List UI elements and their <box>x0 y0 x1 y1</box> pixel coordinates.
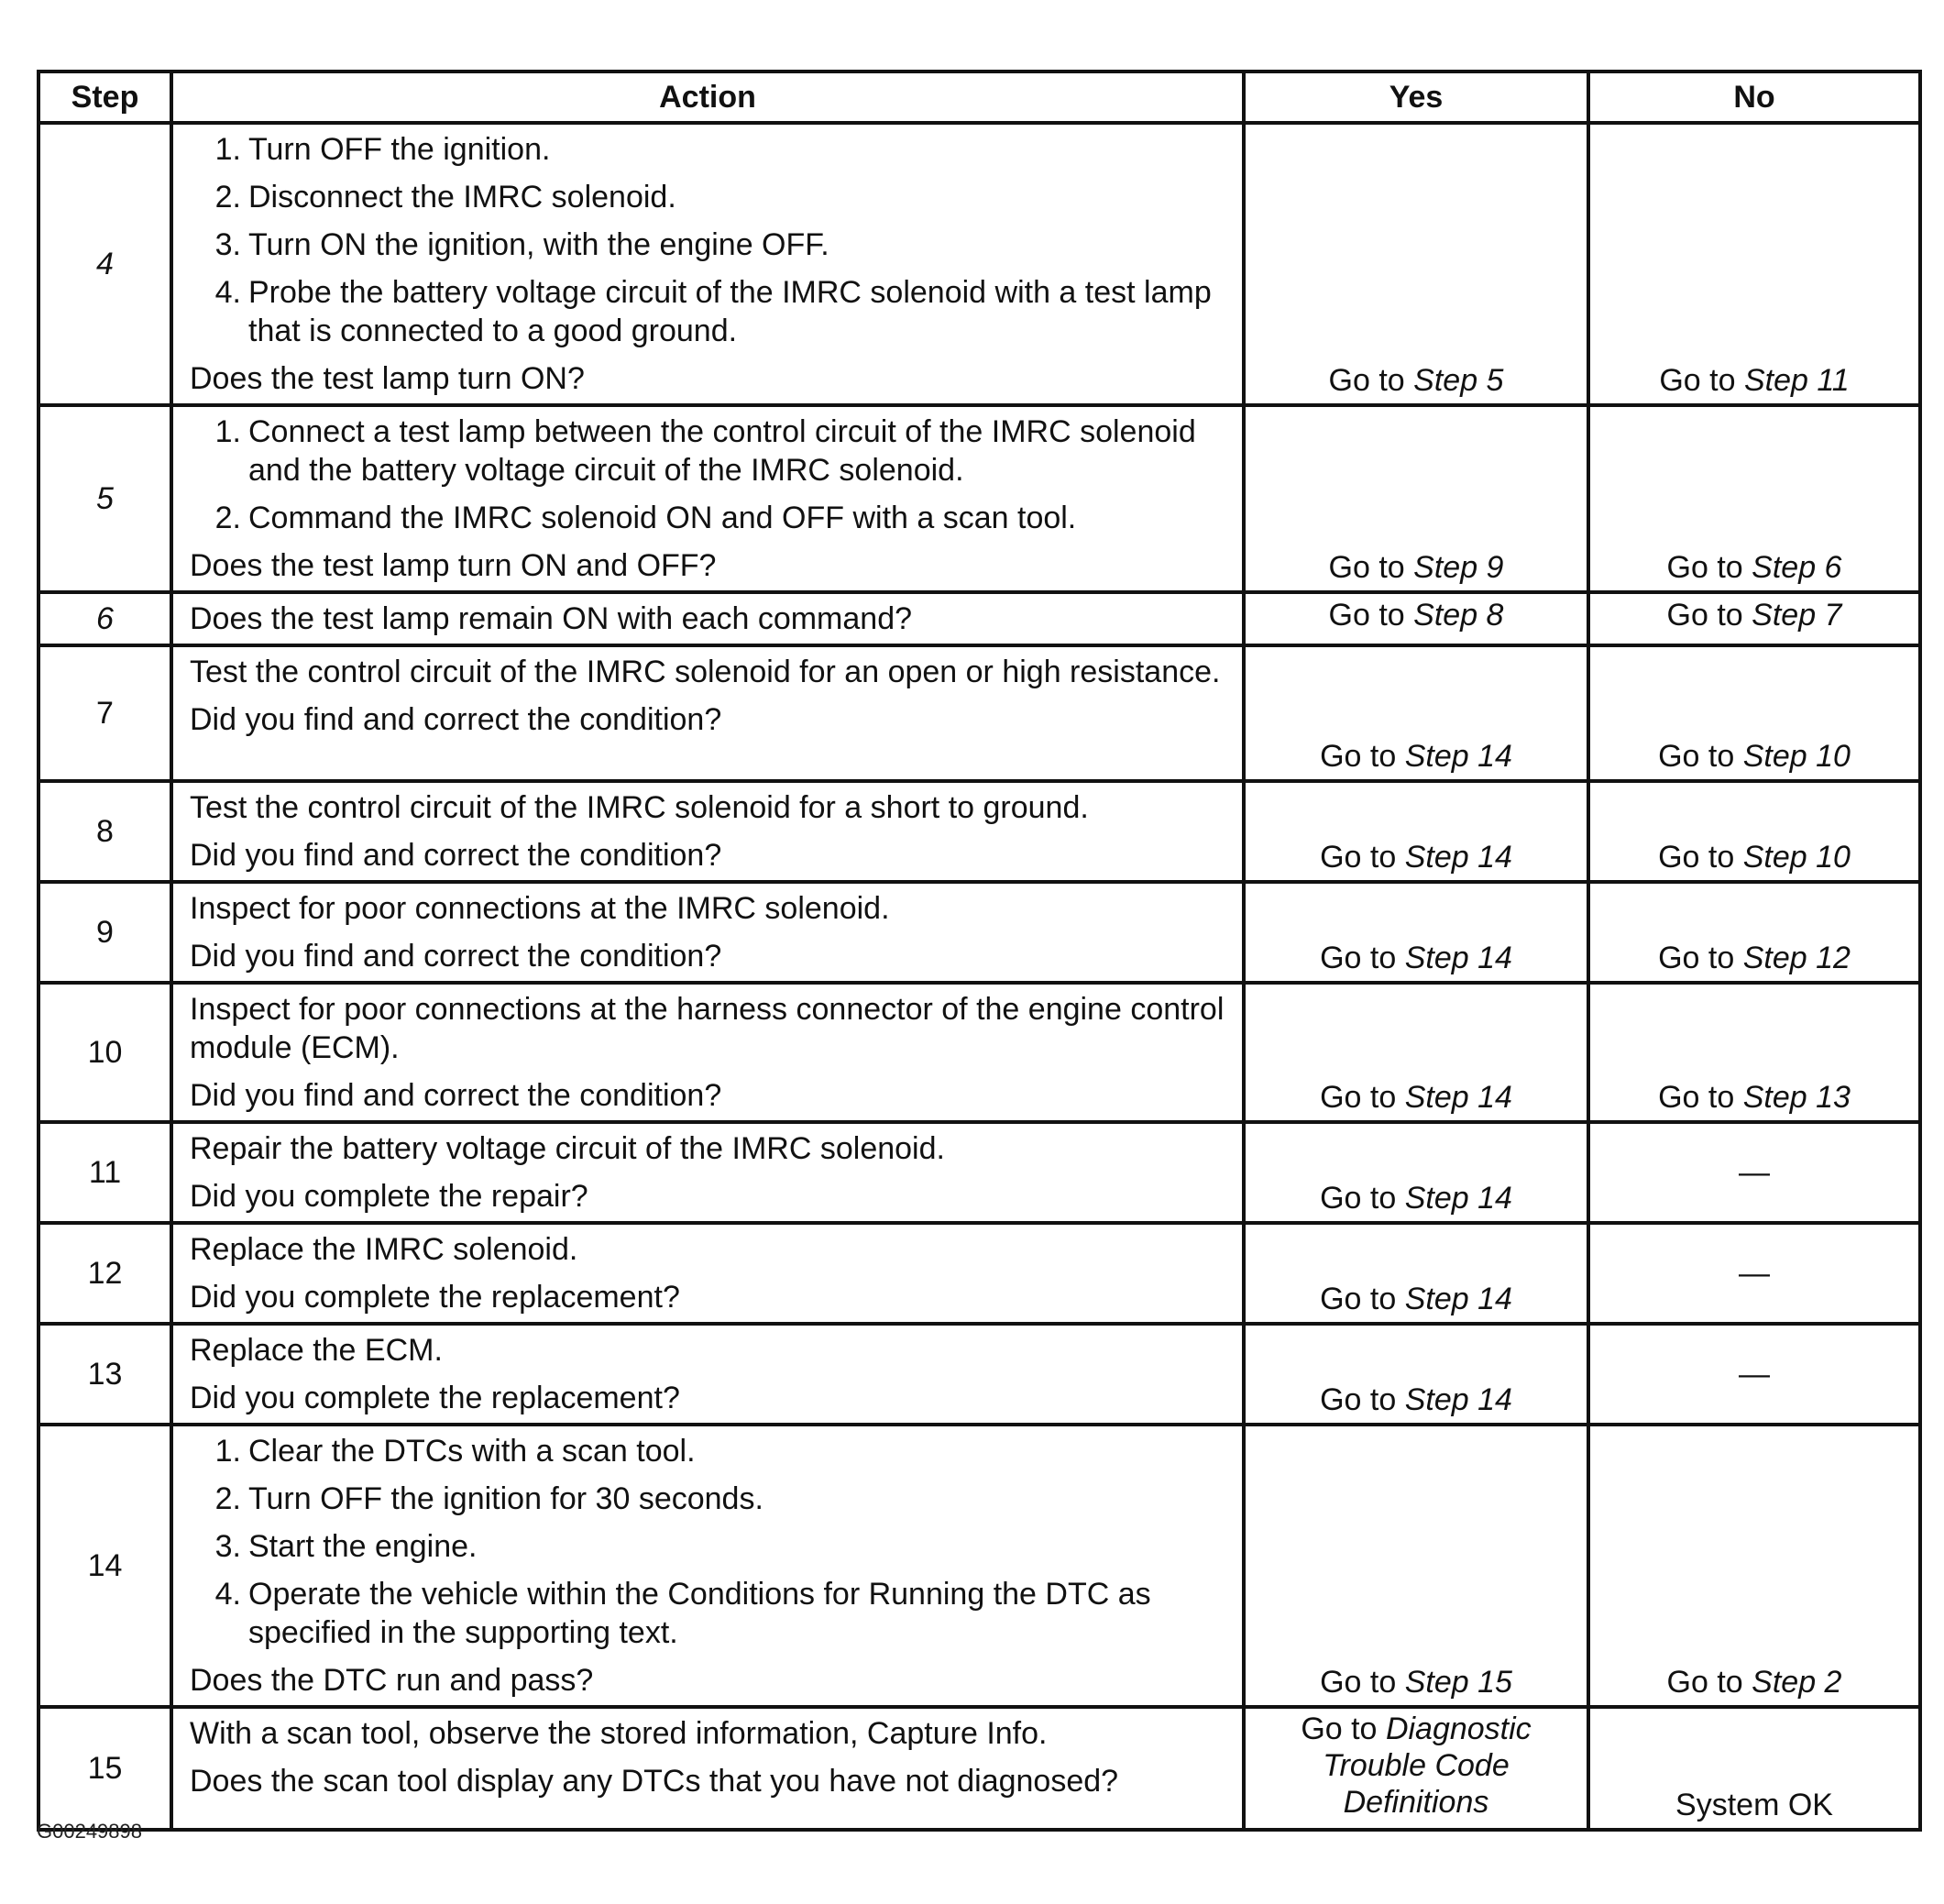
action-cell <box>171 405 1244 592</box>
no-outcome-text: — <box>1739 1256 1770 1291</box>
header-no: No <box>1588 72 1920 123</box>
table-row <box>38 645 1920 781</box>
table-header-row <box>38 72 1920 123</box>
link-line: Definitions <box>1343 1785 1489 1820</box>
action-cell <box>171 882 1244 983</box>
go-to-label: Go to <box>1666 550 1743 585</box>
figure-id: G00249898 <box>37 1820 142 1843</box>
instruction-item: Connect a test lamp between the control circuit of the IMRC solenoid and the battery voltage circuit of the IMRC solenoid. <box>248 414 1196 488</box>
action-cell <box>171 1324 1244 1425</box>
go-to-label: Go to <box>1658 739 1735 774</box>
no-cell <box>1588 405 1920 592</box>
yes-step-link[interactable]: Step 14 <box>1404 941 1512 975</box>
yes-step-link[interactable]: Step 15 <box>1404 1665 1512 1700</box>
yes-step-link[interactable]: Step 14 <box>1404 739 1512 774</box>
go-to-label: Go to <box>1658 1080 1735 1115</box>
link-line: Trouble Code <box>1323 1748 1510 1783</box>
action-cell <box>171 1707 1244 1830</box>
step-number: 7 <box>38 645 171 781</box>
no-step-link[interactable]: Step 7 <box>1752 598 1842 633</box>
question-text: Did you find and correct the condition? <box>190 939 722 974</box>
table-row <box>38 882 1920 983</box>
no-cell <box>1588 1707 1920 1830</box>
table-row <box>38 983 1920 1122</box>
go-to-label: Go to <box>1658 941 1735 975</box>
no-outcome-text: System OK <box>1675 1788 1833 1822</box>
table-row <box>38 1324 1920 1425</box>
question-text: Did you complete the replacement? <box>190 1381 680 1415</box>
no-step-link[interactable]: Step 10 <box>1742 739 1851 774</box>
no-cell <box>1588 1324 1920 1425</box>
go-to-label: Go to <box>1320 1282 1397 1316</box>
instruction-item: Disconnect the IMRC solenoid. <box>248 180 676 215</box>
action-cell <box>171 1223 1244 1324</box>
step-number: 13 <box>38 1324 171 1425</box>
step-number: 14 <box>38 1425 171 1707</box>
yes-cell <box>1244 1122 1588 1223</box>
yes-step-link[interactable]: Step 5 <box>1413 363 1504 398</box>
go-to-label: Go to <box>1328 363 1405 398</box>
yes-step-link[interactable]: Step 14 <box>1404 1080 1512 1115</box>
yes-cell <box>1244 781 1588 882</box>
no-step-link[interactable]: Step 12 <box>1742 941 1851 975</box>
no-outcome-text: — <box>1739 1155 1770 1190</box>
action-cell <box>171 1425 1244 1707</box>
question-text: Did you find and correct the condition? <box>190 1078 722 1113</box>
yes-cell <box>1244 592 1588 645</box>
link-line: Diagnostic <box>1385 1711 1532 1746</box>
instruction-item: Turn OFF the ignition for 30 seconds. <box>248 1481 763 1516</box>
go-to-label: Go to <box>1320 840 1397 875</box>
go-to-label: Go to <box>1658 840 1735 875</box>
yes-cell <box>1244 882 1588 983</box>
diagnostic-table <box>37 70 1922 1832</box>
no-cell <box>1588 645 1920 781</box>
instruction-item: Clear the DTCs with a scan tool. <box>248 1434 696 1469</box>
no-cell <box>1588 1122 1920 1223</box>
yes-step-link[interactable]: Step 8 <box>1413 598 1504 633</box>
question-text: Does the test lamp turn ON? <box>190 361 585 396</box>
instruction-item: Operate the vehicle within the Conditions for Running the DTC as specified in the supporting text. <box>248 1577 1151 1650</box>
step-number: 5 <box>38 405 171 592</box>
go-to-label: Go to <box>1320 1080 1397 1115</box>
yes-cell <box>1244 1707 1588 1830</box>
table-row <box>38 1223 1920 1324</box>
action-cell <box>171 123 1244 405</box>
no-step-link[interactable]: Step 10 <box>1742 840 1851 875</box>
action-text: Test the control circuit of the IMRC solenoid for an open or high resistance. <box>190 655 1221 689</box>
action-cell <box>171 983 1244 1122</box>
action-text: Inspect for poor connections at the IMRC solenoid. <box>190 891 890 926</box>
table-row <box>38 592 1920 645</box>
step-number: 12 <box>38 1223 171 1324</box>
no-outcome-text: — <box>1739 1357 1770 1392</box>
step-number: 15 <box>38 1707 171 1830</box>
action-text: Replace the ECM. <box>190 1333 443 1368</box>
yes-step-link[interactable]: Step 14 <box>1404 1181 1512 1216</box>
question-text: Does the DTC run and pass? <box>190 1663 594 1698</box>
question-text: Did you complete the repair? <box>190 1179 588 1214</box>
action-text: Test the control circuit of the IMRC solenoid for a short to ground. <box>190 790 1089 825</box>
table-row <box>38 1122 1920 1223</box>
instruction-list <box>190 130 1225 350</box>
no-step-link[interactable]: Step 2 <box>1752 1665 1842 1700</box>
question-text: Does the test lamp remain ON with each command? <box>190 601 913 636</box>
question-text: Does the scan tool display any DTCs that you have not diagnosed? <box>190 1764 1119 1799</box>
action-text: Inspect for poor connections at the harness connector of the engine control module (ECM). <box>190 992 1225 1065</box>
yes-cell <box>1244 983 1588 1122</box>
step-number: 6 <box>38 592 171 645</box>
table-row <box>38 123 1920 405</box>
yes-cell <box>1244 1425 1588 1707</box>
yes-cell <box>1244 1223 1588 1324</box>
question-text: Did you find and correct the condition? <box>190 838 722 873</box>
header-yes: Yes <box>1244 72 1588 123</box>
instruction-item: Start the engine. <box>248 1529 478 1564</box>
no-step-link[interactable]: Step 11 <box>1743 363 1850 398</box>
action-text: With a scan tool, observe the stored information, Capture Info. <box>190 1716 1048 1751</box>
header-action: Action <box>171 72 1244 123</box>
go-to-label: Go to <box>1328 598 1405 633</box>
action-cell <box>171 1122 1244 1223</box>
yes-cell <box>1244 645 1588 781</box>
yes-cell <box>1244 123 1588 405</box>
instruction-item: Probe the battery voltage circuit of the IMRC solenoid with a test lamp that is connected to a good ground. <box>248 275 1212 348</box>
table-row <box>38 781 1920 882</box>
yes-cell <box>1244 1324 1588 1425</box>
yes-step-link[interactable]: Step 14 <box>1404 1382 1512 1417</box>
no-cell <box>1588 1425 1920 1707</box>
step-number: 4 <box>38 123 171 405</box>
question-text: Does the test lamp turn ON and OFF? <box>190 548 717 583</box>
step-number: 11 <box>38 1122 171 1223</box>
table-row <box>38 1425 1920 1707</box>
instruction-item: Command the IMRC solenoid ON and OFF with a scan tool. <box>248 501 1077 535</box>
go-to-label: Go to <box>1320 1181 1397 1216</box>
instruction-item: Turn OFF the ignition. <box>248 132 551 167</box>
go-to-label: Go to <box>1666 598 1743 633</box>
go-to-label: Go to <box>1301 1711 1378 1746</box>
no-cell <box>1588 882 1920 983</box>
action-text: Replace the IMRC solenoid. <box>190 1232 578 1267</box>
step-number: 8 <box>38 781 171 882</box>
question-text: Did you complete the replacement? <box>190 1280 680 1315</box>
no-cell <box>1588 123 1920 405</box>
step-number: 9 <box>38 882 171 983</box>
go-to-label: Go to <box>1320 941 1397 975</box>
instruction-list <box>190 413 1225 537</box>
no-cell <box>1588 592 1920 645</box>
question-text: Did you find and correct the condition? <box>190 702 722 737</box>
go-to-label: Go to <box>1320 739 1397 774</box>
yes-step-link[interactable]: Step 14 <box>1404 840 1512 875</box>
go-to-label: Go to <box>1328 550 1405 585</box>
go-to-label: Go to <box>1320 1665 1397 1700</box>
action-cell <box>171 645 1244 781</box>
table-row <box>38 1707 1920 1830</box>
instruction-item: Turn ON the ignition, with the engine OFF. <box>248 227 829 262</box>
no-cell <box>1588 983 1920 1122</box>
no-step-link[interactable]: Step 6 <box>1752 550 1842 585</box>
no-cell <box>1588 1223 1920 1324</box>
yes-step-link[interactable]: Step 14 <box>1404 1282 1512 1316</box>
go-to-label: Go to <box>1320 1382 1397 1417</box>
action-text: Repair the battery voltage circuit of the IMRC solenoid. <box>190 1131 945 1166</box>
go-to-label: Go to <box>1659 363 1736 398</box>
go-to-label: Go to <box>1666 1665 1743 1700</box>
action-cell <box>171 592 1244 645</box>
header-step: Step <box>38 72 171 123</box>
yes-step-link[interactable]: Step 9 <box>1413 550 1504 585</box>
action-cell <box>171 781 1244 882</box>
no-cell <box>1588 781 1920 882</box>
no-step-link[interactable]: Step 13 <box>1742 1080 1851 1115</box>
yes-cell <box>1244 405 1588 592</box>
table-row <box>38 405 1920 592</box>
instruction-list <box>190 1432 1225 1652</box>
step-number: 10 <box>38 983 171 1122</box>
